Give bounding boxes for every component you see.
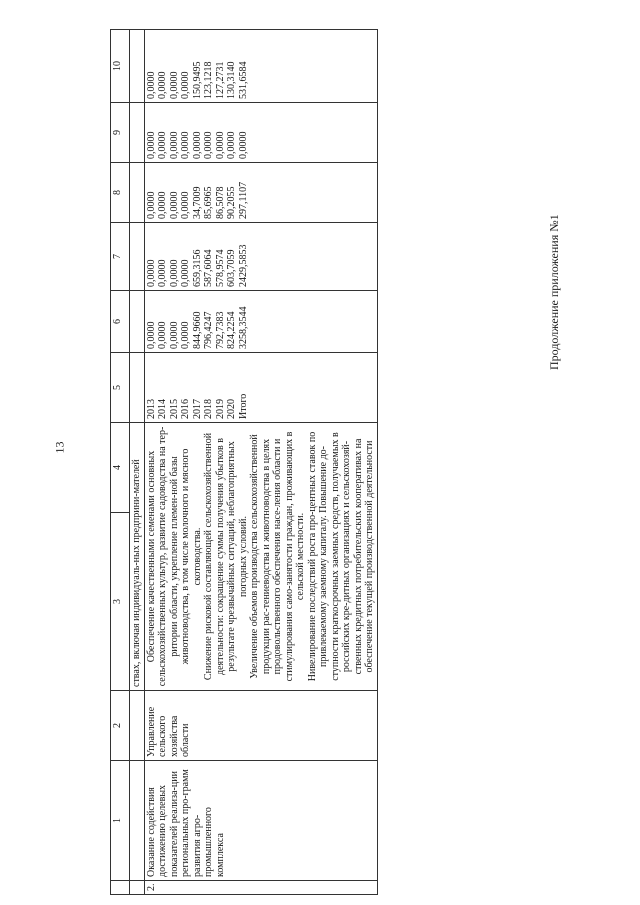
header-cell-7: 7	[111, 223, 130, 291]
table-row	[144, 30, 377, 895]
value-cell: 792,7383	[214, 311, 226, 349]
value-cell: 130,3140	[226, 61, 237, 99]
total-cell: 2429,5853	[237, 244, 249, 287]
measure-description	[144, 423, 377, 691]
value-cell: 85,6965	[203, 186, 214, 219]
value-cell: 578,9574	[214, 249, 226, 287]
year-cell: 2017	[191, 399, 203, 419]
value-cell: 0,0000	[157, 259, 168, 287]
description-paragraph: Увеличение объемов производства сельскохозяйственной продукции рас-тениеводства и животноводства в целях продовольственного обеспечения насе-ления области и стимулирования само-занятости граждан, проживающих в сельской местности.	[249, 431, 306, 682]
total-cell: 297,1107	[237, 181, 249, 219]
value-cell: 0,0000	[157, 191, 168, 219]
program-measures-table	[110, 29, 378, 895]
years-list	[144, 353, 377, 423]
continuation-text: ствах, включая индивидуаль-ных предприни-мателей	[130, 423, 145, 691]
value-cell: 0,0000	[145, 71, 157, 99]
continuation-caption: Продолжение приложения №1	[547, 214, 561, 370]
header-cell-9: 9	[111, 103, 130, 163]
column-9-values	[144, 103, 377, 163]
year-cell: 2015	[168, 399, 180, 419]
value-cell: 0,0000	[157, 321, 168, 349]
value-cell: 0,0000	[145, 131, 157, 159]
value-cell: 587,6064	[203, 249, 214, 287]
executor: Управление сельского хозяйства области	[144, 691, 377, 761]
description-paragraph: Нивелирование последствий роста про-центных ставок по привлекаемому заемному капиталу. Повышение до-ступности краткосрочных заемных средств, получаемых в российских кре-дитных организациях и сельскохозяй-ственных кредитных потребительских кооперативах на обеспечение текущей производственной деятельности	[306, 431, 375, 682]
header-cell-5: 5	[111, 353, 130, 423]
column-6-values	[144, 291, 377, 353]
value-cell: 0,0000	[180, 71, 191, 99]
page-number: 13	[52, 441, 67, 454]
total-cell: 531,6584	[237, 61, 249, 99]
header-cell-1: 1	[111, 761, 130, 881]
measure-name: Оказание содействия достижению целевых показателей реализа-ции региональных про-грамм развития агро-промышленного комплекса	[144, 761, 377, 881]
header-cell-4: 4	[111, 423, 130, 513]
value-cell: 86,5078	[214, 186, 226, 219]
header-cell-6: 6	[111, 291, 130, 353]
year-cell: 2020	[226, 399, 237, 419]
value-cell: 0,0000	[145, 191, 157, 219]
value-cell: 150,9495	[191, 61, 203, 99]
value-cell: 123,1218	[203, 61, 214, 99]
value-cell: 659,3156	[191, 249, 203, 287]
continuation-row	[130, 30, 145, 895]
value-cell: 796,4247	[203, 311, 214, 349]
year-cell: 2018	[203, 399, 214, 419]
value-cell: 0,0000	[168, 259, 180, 287]
column-7-values	[144, 223, 377, 291]
value-cell: 0,0000	[180, 191, 191, 219]
header-cell-8: 8	[111, 163, 130, 223]
value-cell: 844,9660	[191, 311, 203, 349]
value-cell: 603,7059	[226, 249, 237, 287]
description-paragraph: Снижение рисковой составляющей сельскохозяйственной деятельности: сокращение суммы получения убытков в результате чрезвычайных ситуаций, неблагоприятных погодных условий.	[203, 432, 249, 681]
total-cell: 3258,3544	[237, 306, 249, 349]
year-cell: 2014	[157, 399, 168, 419]
value-cell: 0,0000	[145, 259, 157, 287]
value-cell: 34,7009	[191, 186, 203, 219]
value-cell: 824,2254	[226, 311, 237, 349]
column-8-values	[144, 163, 377, 223]
row-number: 2.	[144, 881, 377, 895]
value-cell: 0,0000	[168, 131, 180, 159]
header-cell-empty	[111, 881, 130, 895]
year-total-label: Итого	[237, 393, 249, 419]
header-cell-2: 2	[111, 691, 130, 761]
column-10-values	[144, 30, 377, 103]
rotated-table-container	[110, 30, 540, 895]
header-row	[111, 30, 130, 895]
value-cell: 0,0000	[214, 131, 226, 159]
year-cell: 2016	[180, 399, 191, 419]
value-cell: 0,0000	[157, 131, 168, 159]
value-cell: 0,0000	[180, 131, 191, 159]
year-cell: 2013	[145, 399, 157, 419]
value-cell: 0,0000	[157, 71, 168, 99]
value-cell: 0,0000	[168, 191, 180, 219]
value-cell: 0,0000	[226, 131, 237, 159]
value-cell: 0,0000	[180, 259, 191, 287]
value-cell: 0,0000	[180, 321, 191, 349]
year-cell: 2019	[214, 399, 226, 419]
total-cell: 0,0000	[237, 131, 249, 159]
value-cell: 90,2055	[226, 186, 237, 219]
description-paragraph: Обеспечение качественными семенами основных сельскохозяйственных культур, развитие садоводства на тер-ритории области, укрепление племен-ной базы животноводства, в том числе молочного и мясного скотоводства.	[145, 426, 203, 687]
value-cell: 127,2731	[214, 61, 226, 99]
value-cell: 0,0000	[191, 131, 203, 159]
header-cell-3: 3	[111, 513, 130, 691]
value-cell: 0,0000	[203, 131, 214, 159]
value-cell: 0,0000	[168, 71, 180, 99]
value-cell: 0,0000	[145, 321, 157, 349]
header-cell-10: 10	[111, 30, 130, 103]
value-cell: 0,0000	[168, 321, 180, 349]
